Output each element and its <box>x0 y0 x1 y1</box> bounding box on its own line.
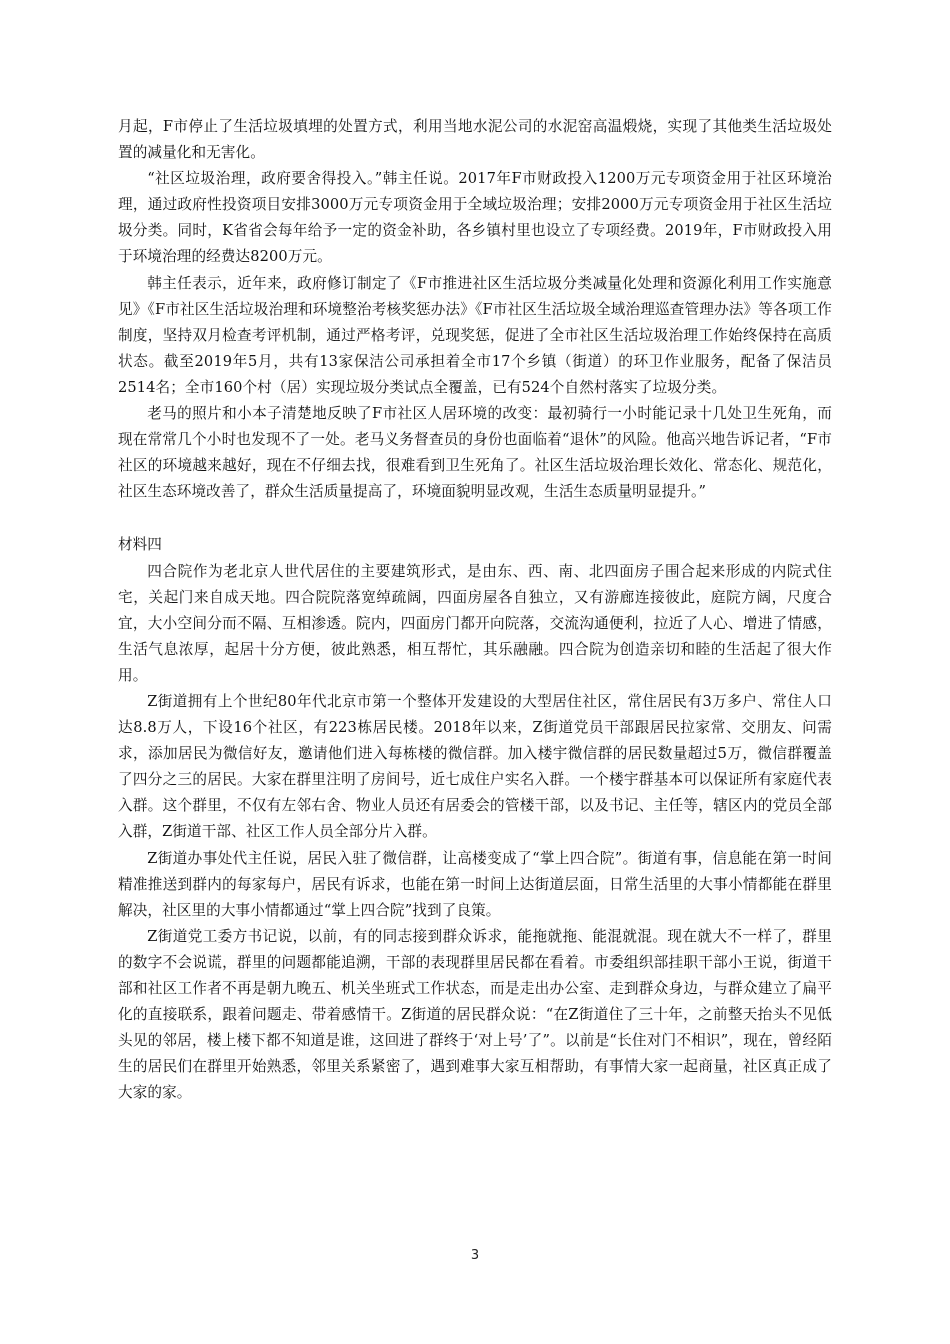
paragraph: 月起，F市停止了生活垃圾填埋的处置方式，利用当地水泥公司的水泥窑高温煅烧，实现了其他类生活垃圾处置的减量化和无害化。 <box>118 118 832 162</box>
paragraph: “社区垃圾治理，政府要舍得投入。”韩主任说。2017年F市财政投入1200万元专项资金用于社区环境治理，通过政府性投资项目安排3000万元专项资金用于全域垃圾治理；安排2000万元专项资金用于社区生活垃圾分类。同时，K省省会每年给予一定的资金补助，各乡镇村里也设立了专项经费。2019年，F市财政投入用于环境治理的经费达8200万元。 <box>118 170 832 266</box>
paragraph: Z街道拥有上个世纪80年代北京市第一个整体开发建设的大型居住社区，常住居民有3万多户、常住人口达8.8万人，下设16个社区，有223栋居民楼。2018年以来，Z街道党员干部跟居民拉家常、交朋友、问需求，添加居民为微信好友，邀请他们进入每栋楼的微信群。加入楼宇微信群的居民数量超过5万，微信群覆盖了四分之三的居民。大家在群里注明了房间号，近七成住户实名入群。一个楼宇群基本可以保证所有家庭代表入群。这个群里，不仅有左邻右舍、物业人员还有居委会的管楼干部，以及书记、主任等，辖区内的党员全部入群，Z街道干部、社区工作人员全部分片入群。 <box>118 692 832 841</box>
paragraph: 韩主任表示，近年来，政府修订制定了《F市推进社区生活垃圾分类减量化处理和资源化利用工作实施意见》《F市社区生活垃圾治理和环境整治考核奖惩办法》《F市社区生活垃圾全域治理巡查管理办法》等各项工作制度，坚持双月检查考评机制，通过严格考评，兑现奖惩，促进了全市社区生活垃圾治理工作始终保持在高质状态。截至2019年5月，共有13家保洁公司承担着全市17个乡镇（街道）的环卫作业服务，配备了保洁员2514名；全市160个村（居）实现垃圾分类试点全覆盖，已有524个自然村落实了垃圾分类。 <box>118 274 832 396</box>
section-spacer <box>118 505 832 532</box>
paragraph: Z街道党工委方书记说，以前，有的同志接到群众诉求，能拖就拖、能混就混。现在就大不一样了，群里的数字不会说谎，群里的问题都能追溯，干部的表现群里居民都在看着。市委组织部挂职干部小王说，街道干部和社区工作者不再是朝九晚五、机关坐班式工作状态，而是走出办公室、走到群众身边，与群众建立了扁平化的直接联系，跟着问题走、带着感情干。Z街道的居民群众说：“在Z街道住了三十年，之前整天抬头不见低头见的邻居，楼上楼下都不知道是谁，这回进了群终于‘对上号’了”。以前是“长住对门不相识”，现在，曾经陌生的居民们在群里开始熟悉，邻里关系紧密了，遇到难事大家互相帮助，有事情大家一起商量，社区真正成了大家的家。 <box>118 927 832 1102</box>
paragraph: Z街道办事处代主任说，居民入驻了微信群，让高楼变成了“掌上四合院”。街道有事，信息能在第一时间精准推送到群内的每家每户，居民有诉求，也能在第一时间上达街道层面，日常生活里的大事小情都能在群里解决，社区里的大事小情都通过“掌上四合院”找到了良策。 <box>118 849 832 919</box>
section-heading: 材料四 <box>118 536 162 554</box>
paragraph: 老马的照片和小本子清楚地反映了F市社区人居环境的改变：最初骑行一小时能记录十几处卫生死角，而现在常常几个小时也发现不了一处。老马义务督查员的身份也面临着“退休”的风险。他高兴地告诉记者，“F市社区的环境越来越好，现在不仔细去找，很难看到卫生死角了。社区生活垃圾治理长效化、常态化、规范化，社区生态环境改善了，群众生活质量提高了，环境面貌明显改观，生活生态质量明显提升。” <box>118 405 832 501</box>
document-page <box>118 114 832 1106</box>
page-number: 3 <box>470 1248 480 1263</box>
paragraph: 四合院作为老北京人世代居住的主要建筑形式，是由东、西、南、北四面房子围合起来形成的内院式住宅，关起门来自成天地。四合院院落宽绰疏阔，四面房屋各自独立，又有游廊连接彼此，庭院方阔，尺度合宜，大小空间分而不隔、互相渗透。院内，四面房门都开向院落，交流沟通便利，拉近了人心、增进了情感，生活气息浓厚，起居十分方便，彼此熟悉，相互帮忙，其乐融融。四合院为创造亲切和睦的生活起了很大作用。 <box>118 562 832 684</box>
